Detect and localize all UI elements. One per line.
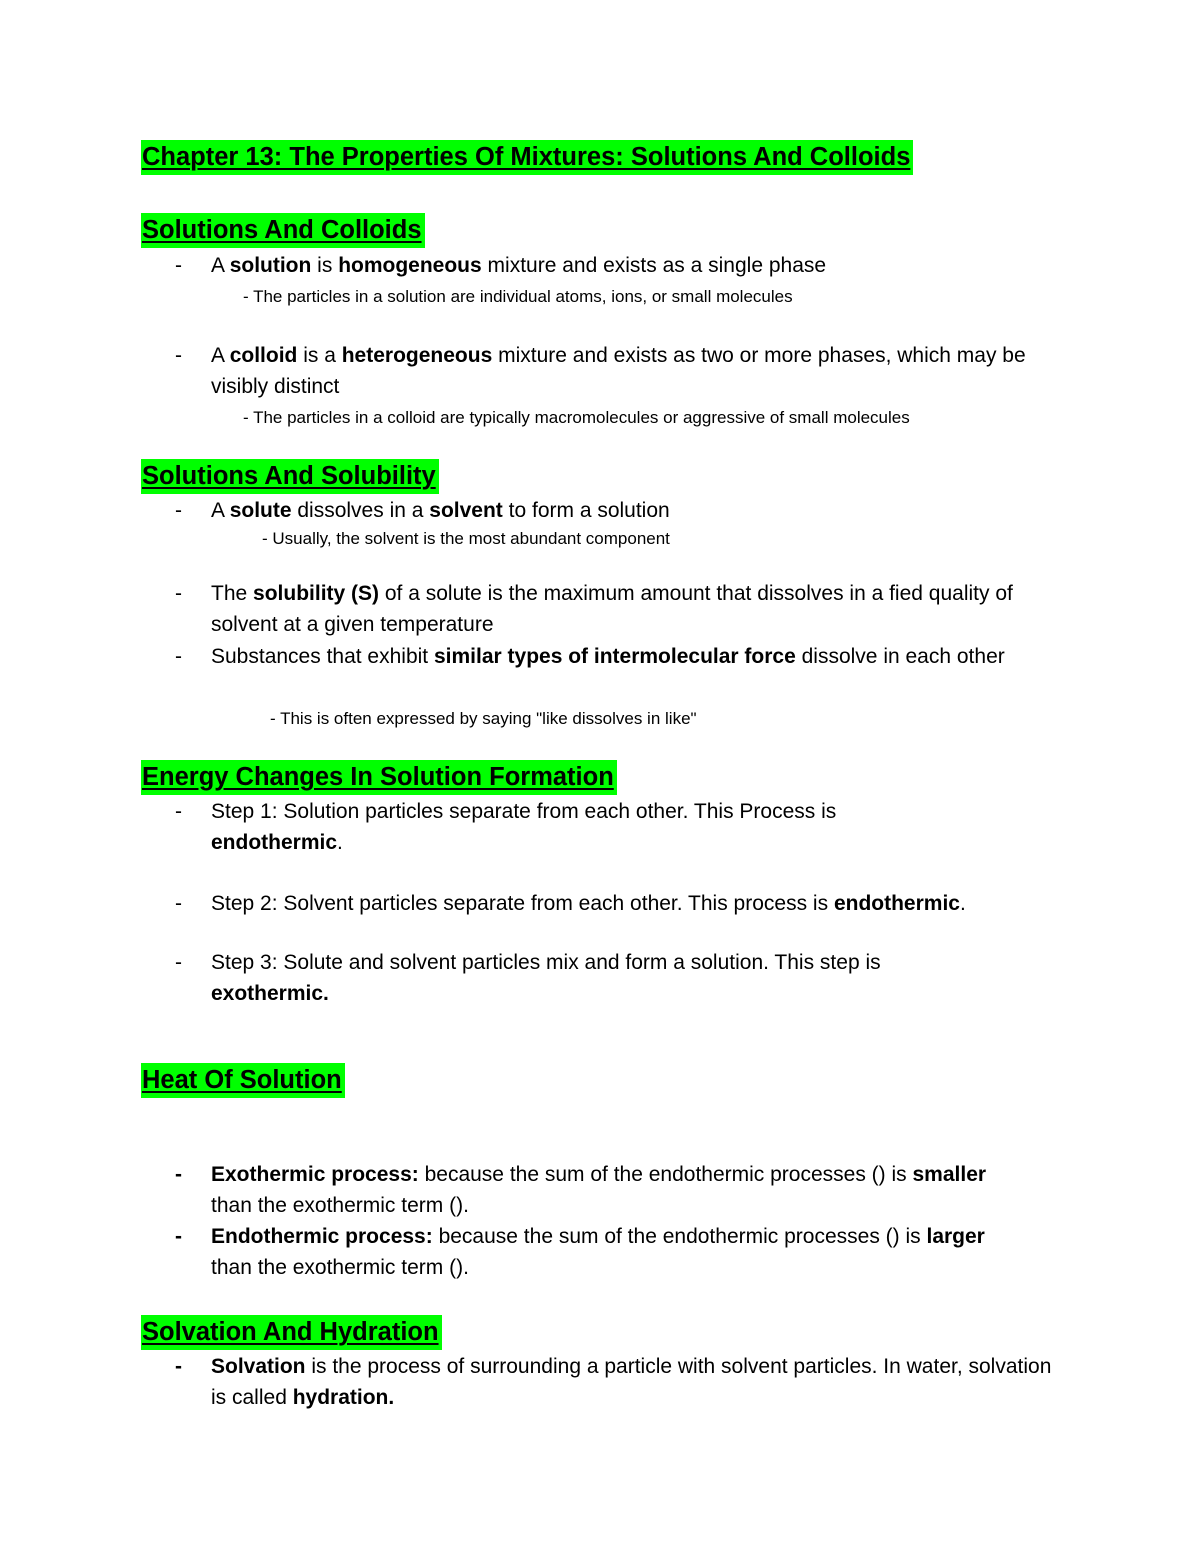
bullet-text: A solution is homogeneous mixture and exists as a single phase [211, 254, 827, 277]
bullet-dash: - [175, 254, 182, 277]
bullet-text: The solubility (S) of a solute is the maximum amount that dissolves in a fied quality of solvent at a given temperature [211, 582, 1013, 636]
list-item [175, 495, 670, 526]
bullet-dash: - [175, 892, 182, 915]
page-title [141, 145, 913, 171]
bullet-dash: - [175, 800, 182, 823]
list-item [175, 888, 966, 919]
bullet-dash: - [175, 1225, 182, 1248]
sub-bullet-text: - This is often expressed by saying "like dissolves in like" [270, 709, 697, 728]
bullet-dash: - [175, 582, 182, 605]
bullet-dash: - [175, 1163, 182, 1186]
list-item [175, 1351, 1052, 1409]
bullet-text: Endothermic process: because the sum of the endothermic processes () is larger than the exothermic term (). [211, 1225, 985, 1279]
sub-bullet-text: - The particles in a colloid are typically macromolecules or aggressive of small molecules [243, 408, 910, 427]
section-heading-solutions-and-colloids: Solutions And Colloids [141, 218, 425, 244]
bullet-text: Step 3: Solute and solvent particles mix and form a solution. This step is exothermic. [211, 951, 881, 1005]
bullet-dash: - [175, 645, 182, 668]
section-heading-solutions-and-solubility: Solutions And Solubility [141, 464, 439, 490]
list-item [175, 340, 1026, 398]
section-heading-solvation-and-hydration: Solvation And Hydration [141, 1320, 442, 1346]
bullet-text: Step 2: Solvent particles separate from each other. This process is endothermic. [211, 892, 966, 915]
bullet-text: A solute dissolves in a solvent to form a solution [211, 499, 670, 522]
bullet-text: Exothermic process: because the sum of the endothermic processes () is smaller than the exothermic term (). [211, 1163, 987, 1217]
list-item [175, 250, 827, 281]
bullet-text: Step 1: Solution particles separate from each other. This Process is endothermic. [211, 800, 837, 854]
bullet-text: Substances that exhibit similar types of intermolecular force dissolve in each other [211, 645, 1005, 668]
list-item [175, 578, 1013, 636]
bullet-text: A colloid is a heterogeneous mixture and exists as two or more phases, which may be visibly distinct [211, 344, 1026, 398]
section-heading-heat-of-solution: Heat Of Solution [141, 1068, 345, 1094]
list-item [175, 1221, 985, 1279]
sub-bullet-text: - The particles in a solution are individual atoms, ions, or small molecules [243, 287, 793, 306]
page-title-text: Chapter 13: The Properties Of Mixtures: Solutions And Colloids [141, 140, 913, 175]
list-item [175, 641, 1005, 672]
bullet-dash: - [175, 1355, 182, 1378]
bullet-dash: - [175, 951, 182, 974]
section-heading-energy-changes: Energy Changes In Solution Formation [141, 765, 617, 791]
list-item [175, 947, 881, 1005]
list-item [175, 1159, 987, 1217]
sub-bullet-text: - Usually, the solvent is the most abundant component [262, 529, 670, 548]
bullet-dash: - [175, 499, 182, 522]
list-item [175, 796, 837, 854]
bullet-dash: - [175, 344, 182, 367]
bullet-text: Solvation is the process of surrounding a particle with solvent particles. In water, solvation is called hydration. [211, 1355, 1052, 1409]
